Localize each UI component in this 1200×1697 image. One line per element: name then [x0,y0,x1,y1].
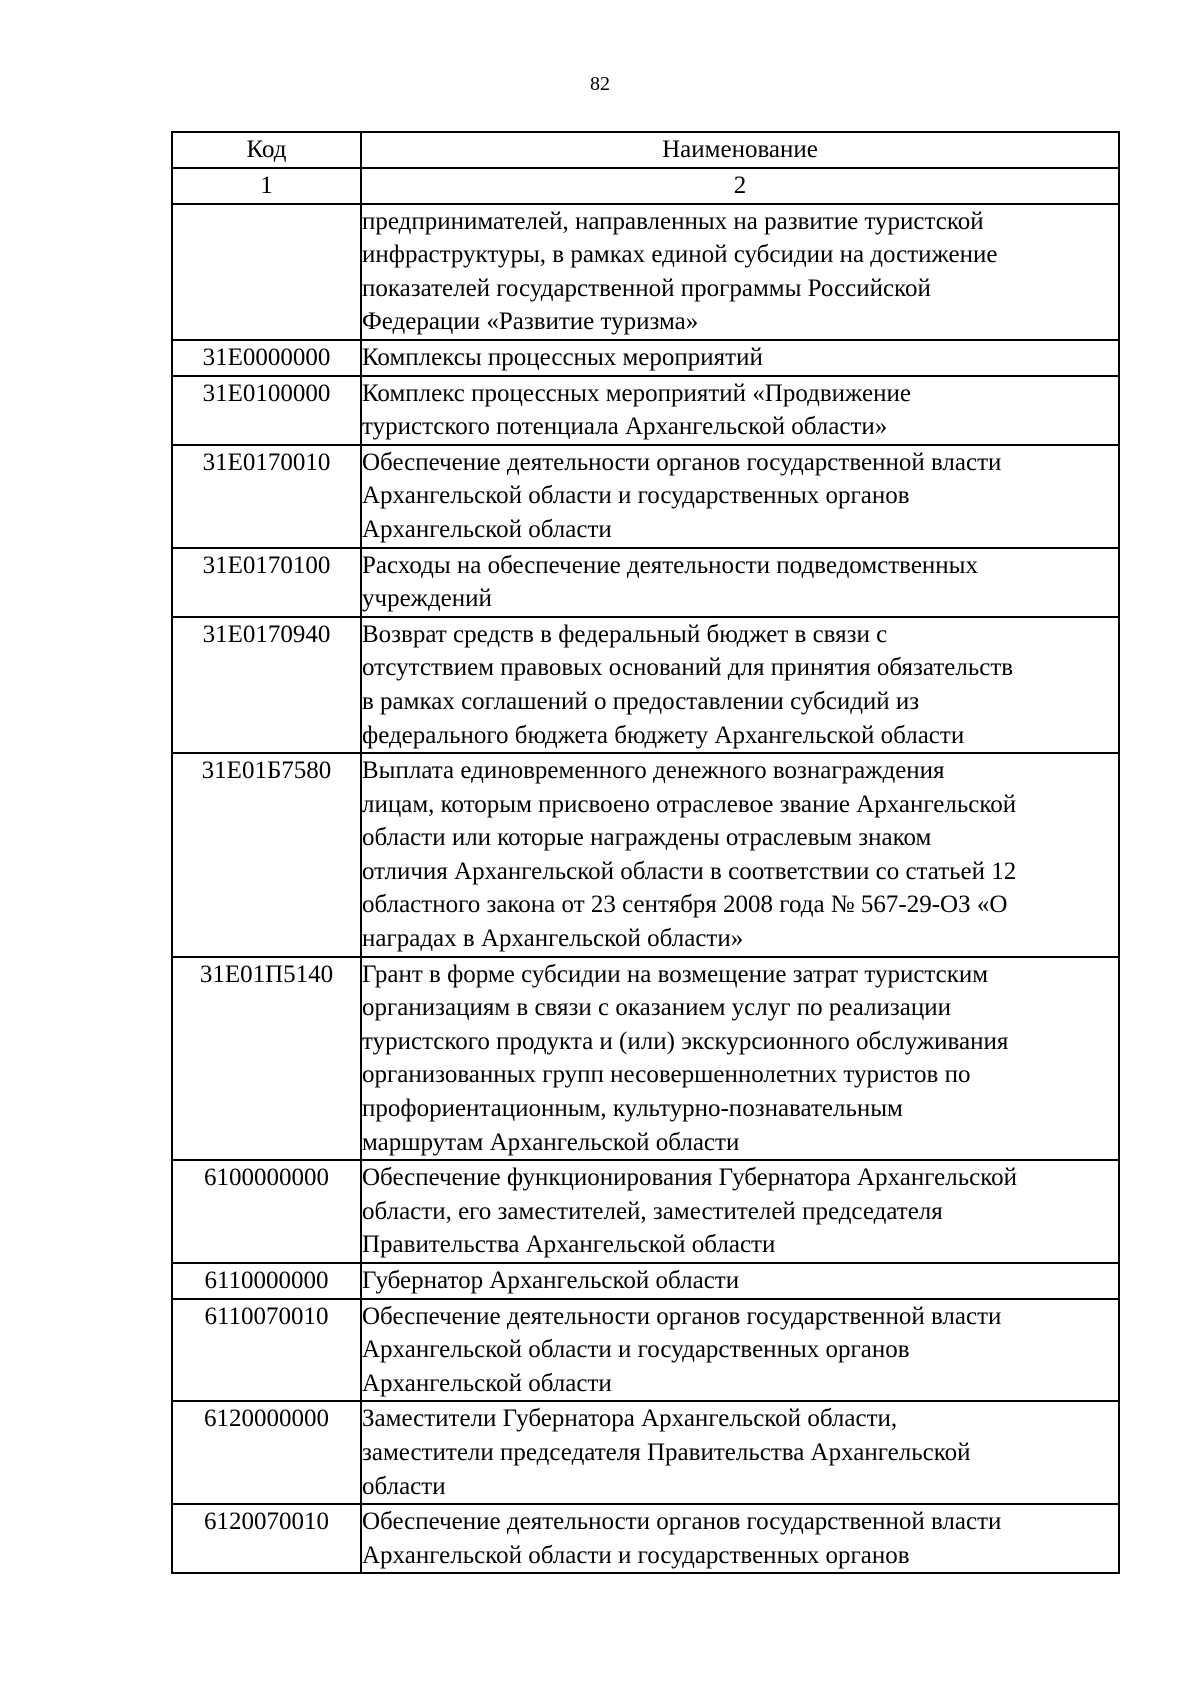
row-name: Комплексы процессных мероприятий [361,340,1119,376]
row-code: 31Е0170940 [172,617,361,753]
row-code: 6120070010 [172,1504,361,1573]
table-row [172,1299,1119,1402]
table-row [172,1401,1119,1504]
row-code: 31Е0170010 [172,445,361,548]
row-name: Губернатор Архангельской области [361,1263,1119,1299]
row-name: предпринимателей, направленных на развитие туристской инфраструктуры, в рамках единой субсидии на достижение показателей государственной программы Российской Федерации «Развитие туризма» [361,204,1119,340]
page-number: 82 [590,73,610,95]
column-number-row [172,168,1119,204]
row-name: Грант в форме субсидии на возмещение затрат туристским организациям в связи с оказанием услуг по реализации туристского продукта и (или) экскурсионного обслуживания организованных групп несовершеннолетних туристов по профориентационным, культурно-познавательным маршрутам Архангельской области [361,957,1119,1161]
table-row [172,204,1119,340]
row-name: Заместители Губернатора Архангельской области, заместители председателя Правительства Архангельской области [361,1401,1119,1504]
row-code: 31Е0000000 [172,340,361,376]
row-name: Выплата единовременного денежного вознаграждения лицам, которым присвоено отраслевое звание Архангельской области или которые награждены отраслевым знаком отличия Архангельской области в соответствии со статьей 12 областного закона от 23 сентября 2008 года № 567-29-ОЗ «О наградах в Архангельской области» [361,753,1119,957]
row-name: Обеспечение деятельности органов государственной власти Архангельской области и государственных органов [361,1504,1119,1573]
table-row [172,1263,1119,1299]
header-code: Код [172,132,361,168]
table-row [172,1160,1119,1263]
row-code: 6110070010 [172,1299,361,1402]
table-row [172,617,1119,753]
row-name: Возврат средств в федеральный бюджет в связи с отсутствием правовых оснований для принятия обязательств в рамках соглашений о предоставлении субсидий из федерального бюджета бюджету Архангельской области [361,617,1119,753]
row-code: 6120000000 [172,1401,361,1504]
row-code: 31Е01П5140 [172,957,361,1161]
row-code: 6100000000 [172,1160,361,1263]
row-code: 6110000000 [172,1263,361,1299]
row-code: 31Е0100000 [172,376,361,445]
table-row [172,1504,1119,1573]
table-header-row [172,132,1119,168]
row-code: 31Е01Б7580 [172,753,361,957]
table-row [172,957,1119,1161]
table-row [172,548,1119,617]
row-name: Обеспечение функционирования Губернатора Архангельской области, его заместителей, заместителей председателя Правительства Архангельской области [361,1160,1119,1263]
classification-table [171,131,1120,1574]
row-name: Комплекс процессных мероприятий «Продвижение туристского потенциала Архангельской области» [361,376,1119,445]
table-row [172,753,1119,957]
table-row [172,376,1119,445]
table-row [172,445,1119,548]
row-name: Обеспечение деятельности органов государственной власти Архангельской области и государственных органов Архангельской области [361,445,1119,548]
header-name: Наименование [361,132,1119,168]
row-name: Обеспечение деятельности органов государственной власти Архангельской области и государственных органов Архангельской области [361,1299,1119,1402]
column-number-1: 1 [172,168,361,204]
table-row [172,340,1119,376]
row-code: 31Е0170100 [172,548,361,617]
column-number-2: 2 [361,168,1119,204]
row-name: Расходы на обеспечение деятельности подведомственных учреждений [361,548,1119,617]
row-code [172,204,361,340]
